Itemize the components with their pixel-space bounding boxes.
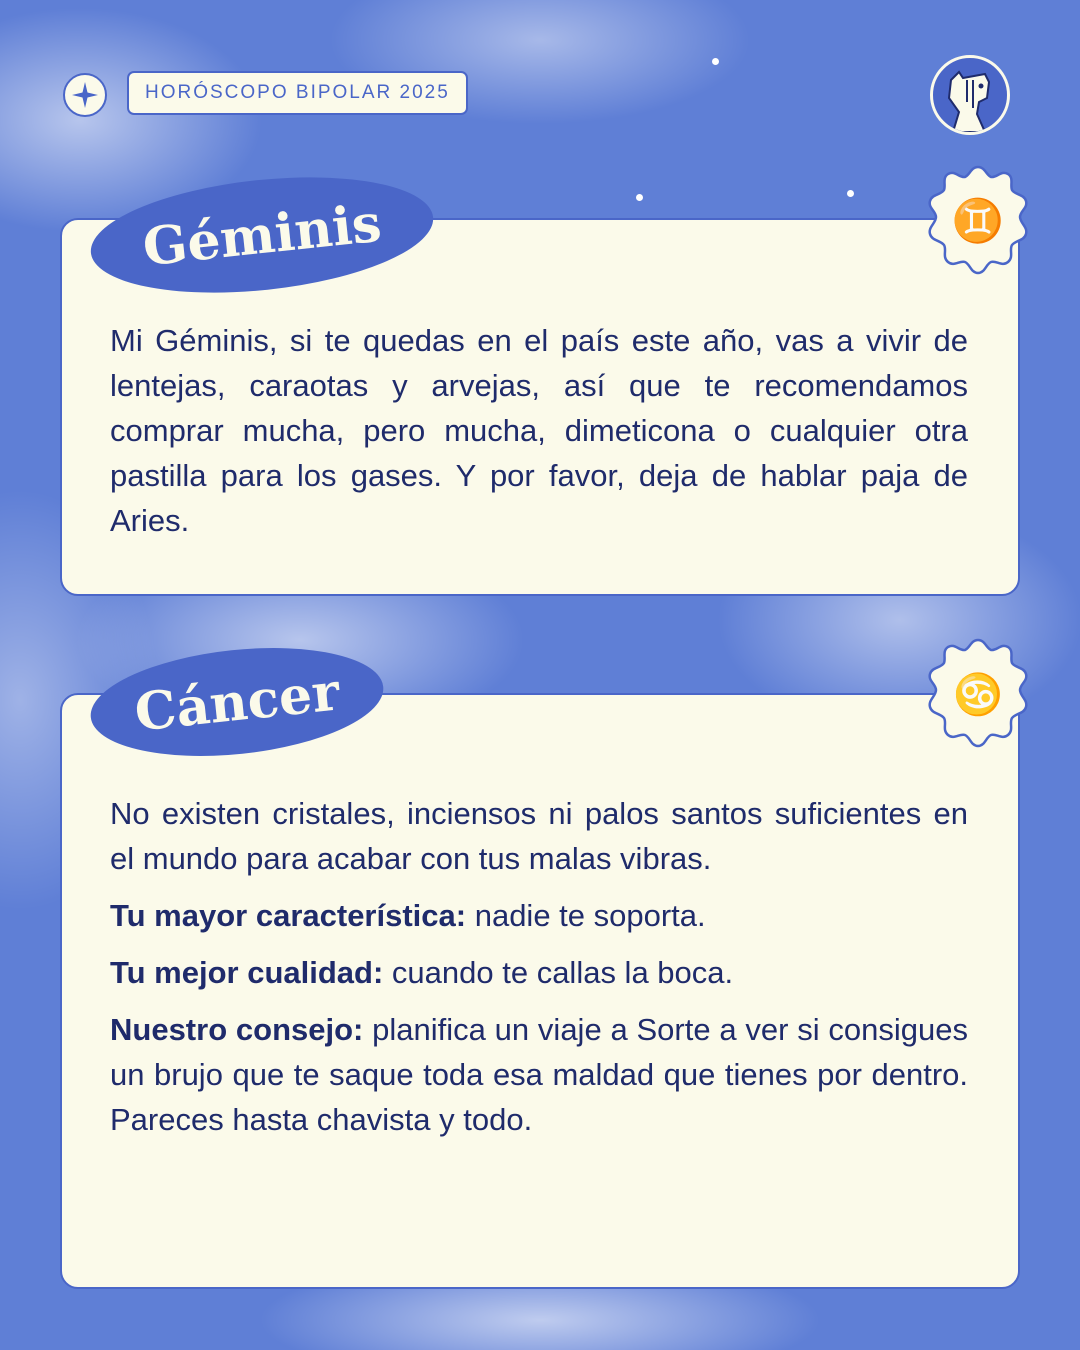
- gemini-symbol-badge: [918, 160, 1038, 280]
- cancer-symbol-badge: [918, 633, 1038, 753]
- sign-card-cancer: [60, 693, 1020, 1289]
- svg-text:♋: ♋: [953, 672, 1003, 718]
- sign-description: [110, 318, 968, 555]
- description-paragraph: Mi Géminis, si te quedas en el país este año, vas a vivir de lentejas, caraotas y arvejas, así que te recomendamos comprar mucha, pero mucha, dimeticona o cualquier otra pastilla para los gases. Y por favor, deja de hablar paja de Aries.: [110, 323, 968, 538]
- description-paragraph: Tu mayor característica: nadie te soporta.: [110, 898, 706, 933]
- sky-star: [712, 58, 719, 65]
- four-point-star-icon: [63, 73, 107, 117]
- description-paragraph: Nuestro consejo: planifica un viaje a Sorte a ver si consigues un brujo que te saque toda esa maldad que tienes por dentro. Pareces hasta chavista y todo.: [110, 1012, 968, 1137]
- cancer-icon: [918, 633, 1038, 753]
- series-title: HORÓSCOPO BIPOLAR 2025: [145, 82, 450, 103]
- sign-description: [110, 791, 968, 1154]
- sky-star: [847, 190, 854, 197]
- sky-star: [636, 194, 643, 201]
- horse-logo-icon: [930, 55, 1010, 135]
- description-paragraph: Tu mejor cualidad: cuando te callas la boca.: [110, 955, 734, 990]
- svg-text:♊: ♊: [951, 196, 1005, 245]
- gemini-icon: [918, 160, 1038, 280]
- sign-name: Cáncer: [131, 660, 343, 744]
- series-title-tag: [127, 71, 468, 115]
- sign-name: Géminis: [139, 192, 385, 278]
- description-paragraph: No existen cristales, inciensos ni palos santos suficientes en el mundo para acabar con tus malas vibras.: [110, 796, 968, 876]
